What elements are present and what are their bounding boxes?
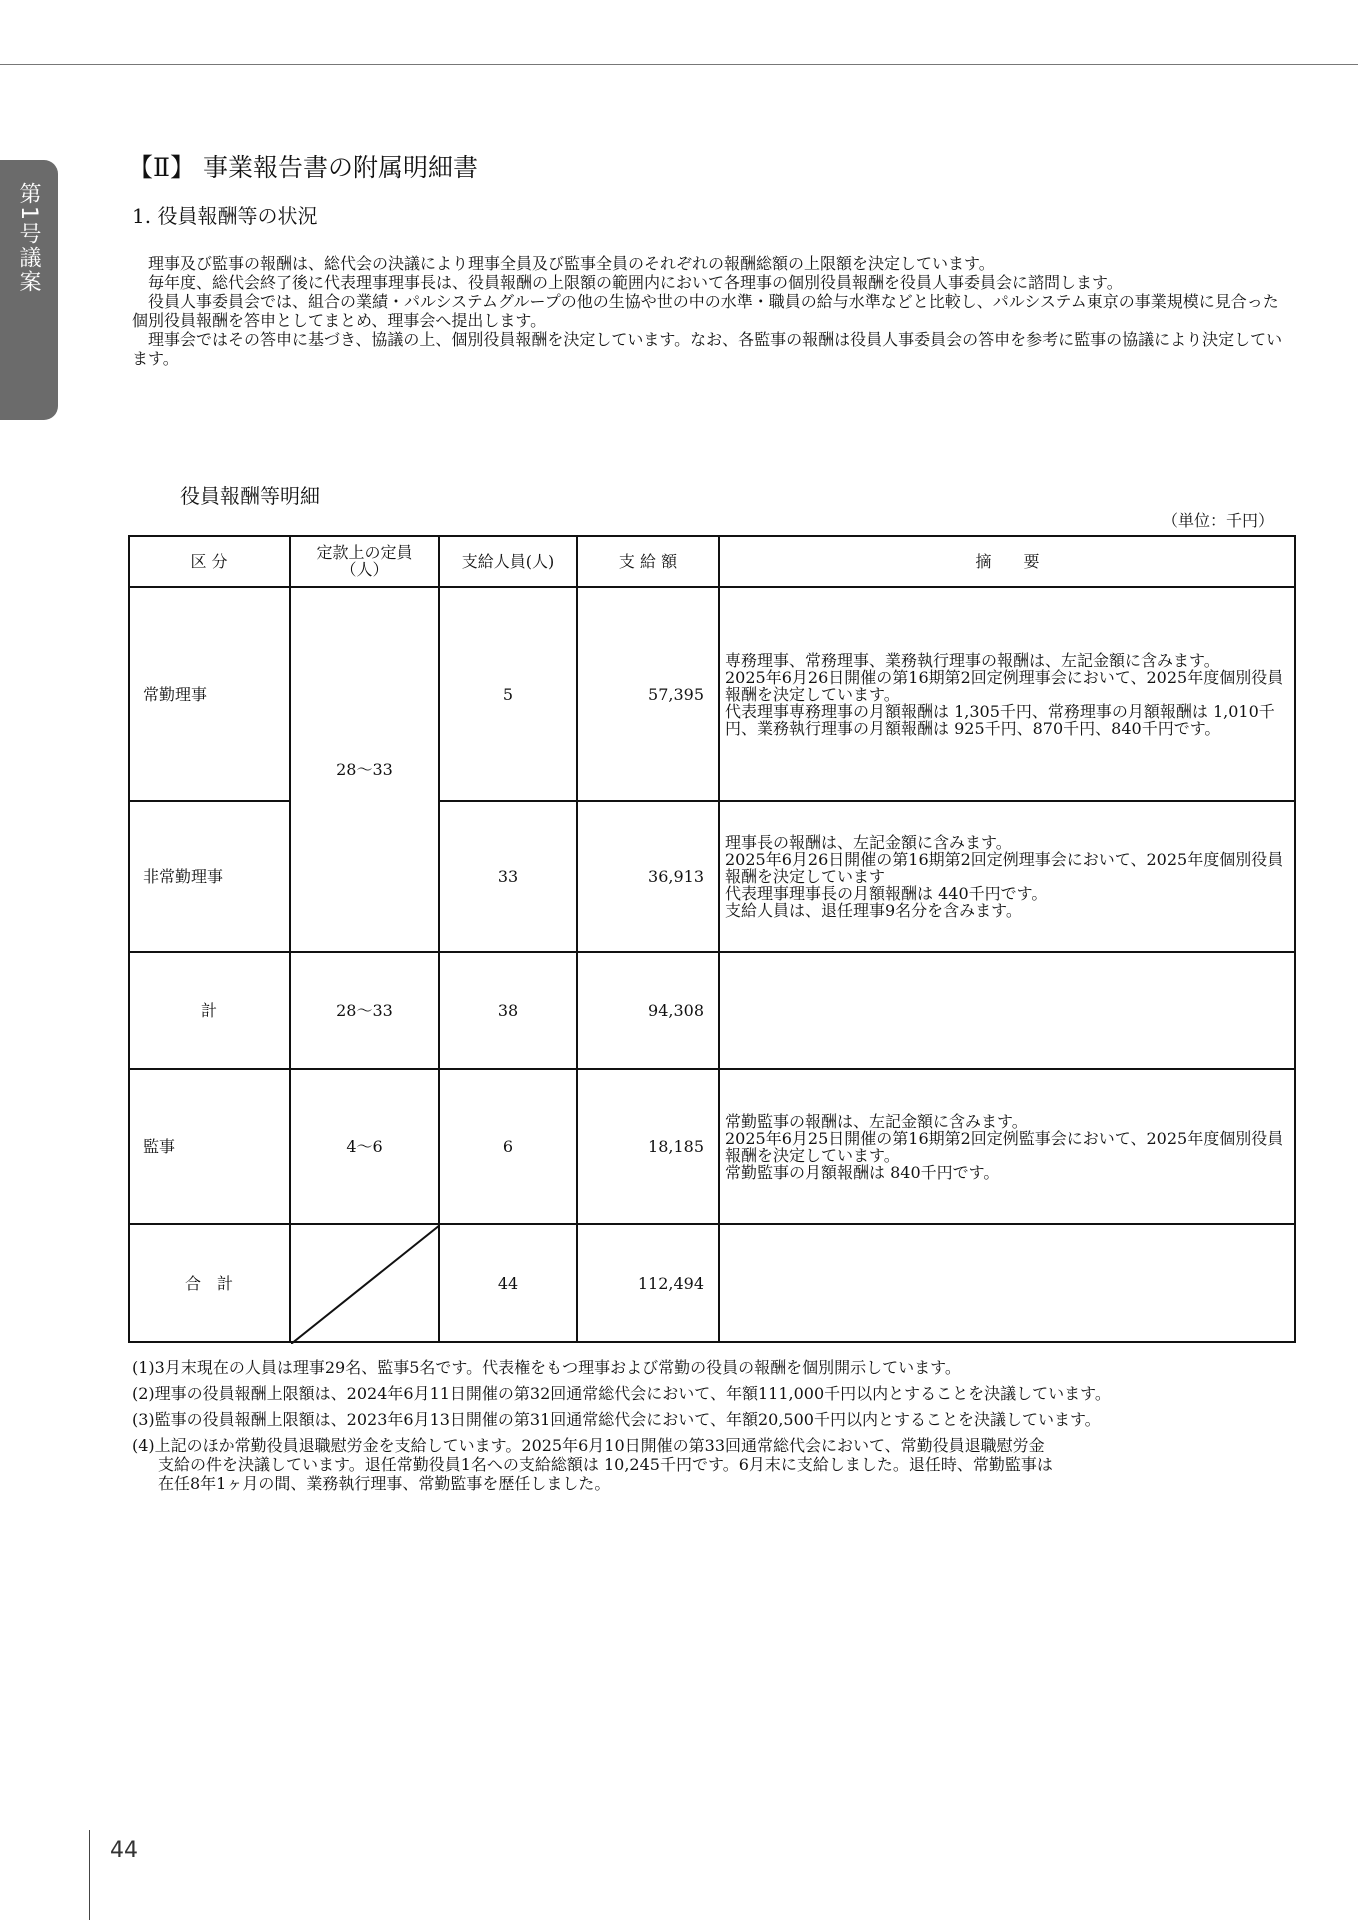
header-category: 区 分 [128, 535, 290, 587]
row-parttime-directors-label: 非常勤理事 [128, 801, 290, 952]
summary-line: 専務理事、常務理事、業務執行理事の報酬は、左記金額に含みます。 [725, 650, 1220, 670]
row-fulltime-directors-paid-count: 5 [439, 587, 577, 801]
row-fulltime-directors-summary [719, 587, 1296, 801]
row-total-amount: 112,494 [577, 1224, 719, 1343]
sub-title: 1. 役員報酬等の状況 [132, 204, 318, 228]
row-total-quota-blank [290, 1224, 439, 1343]
row-subtotal-paid-count: 38 [439, 952, 577, 1069]
diagonal-slash [291, 1225, 440, 1344]
footnote: (3)監事の役員報酬上限額は、2023年6月13日開催の第31回通常総代会において、年額20,500千円以内とすることを決議しています。 [132, 1410, 1101, 1429]
section-title: 【Ⅱ】 事業報告書の附属明細書 [128, 153, 478, 182]
summary-line: 理事長の報酬は、左記金額に含みます。 [725, 833, 1012, 852]
header-paid-count: 支給人員(人) [439, 535, 577, 587]
row-parttime-directors-paid-count: 33 [439, 801, 577, 952]
page-number-rule [89, 1830, 90, 1920]
table-title: 役員報酬等明細 [180, 484, 320, 508]
row-auditors-summary [719, 1069, 1296, 1224]
header-amount: 支 給 額 [577, 535, 719, 587]
row-parttime-directors-amount: 36,913 [577, 801, 719, 952]
top-rule [0, 64, 1358, 65]
row-auditors-amount: 18,185 [577, 1069, 719, 1224]
footnote-line: 支給の件を決議しています。退任常勤役員1名への支給総額は 10,245千円です。6月末に支給しました。退任時、常勤監事は [158, 1455, 1053, 1474]
intro-paragraph: 毎年度、総代会終了後に代表理事理事長は、役員報酬の上限額の範囲内において各理事の個別役員報酬を役員人事委員会に諮問します。 [148, 273, 1123, 292]
footnote-line: (4)上記のほか常勤役員退職慰労金を支給しています。2025年6月10日開催の第33回通常総代会において、常勤役員退職慰労金 [132, 1436, 1045, 1455]
row-total-label: 合 計 [128, 1224, 290, 1343]
row-auditors-label: 監事 [128, 1069, 290, 1224]
summary-line: 常勤監事の月額報酬は 840千円です。 [725, 1162, 1000, 1182]
row-subtotal-amount: 94,308 [577, 952, 719, 1069]
intro-text [132, 254, 1294, 368]
summary-line: 常勤監事の報酬は、左記金額に含みます。 [725, 1111, 1028, 1131]
row-auditors-paid-count: 6 [439, 1069, 577, 1224]
page-number: 44 [110, 1838, 138, 1863]
footnote: (1)3月末現在の人員は理事29名、監事5名です。代表権をもつ理事および常勤の役員の報酬を個別開示しています。 [132, 1358, 961, 1377]
summary-line: 2025年6月26日開催の第16期第2回定例理事会において、2025年度個別役員報酬を決定しています [725, 850, 1284, 886]
header-summary: 摘 要 [719, 535, 1296, 587]
row-fulltime-directors-amount: 57,395 [577, 587, 719, 801]
row-total-summary [719, 1224, 1296, 1343]
summary-line: 代表理事専務理事の月額報酬は 1,305千円、常務理事の月額報酬は 1,010千円、業務執行理事の月額報酬は 925千円、870千円、840千円です。 [725, 701, 1275, 738]
director-quota-cell: 28〜33 [290, 587, 439, 952]
row-subtotal-summary [719, 952, 1296, 1069]
row-total-paid-count: 44 [439, 1224, 577, 1343]
summary-line: 代表理事理事長の月額報酬は 440千円です。 [725, 884, 1048, 903]
row-subtotal-quota: 28〜33 [290, 952, 439, 1069]
intro-paragraph: 役員人事委員会では、組合の業績・パルシステムグループの他の生協や世の中の水準・職員の給与水準などと比較し、パルシステム東京の事業規模に見合った個別役員報酬を答申としてまとめ、理事会へ提出します。 [132, 292, 1279, 330]
footnote-4 [132, 1436, 1312, 1493]
summary-line: 2025年6月26日開催の第16期第2回定例理事会において、2025年度個別役員報酬を決定しています。 [725, 667, 1284, 704]
row-parttime-directors-summary [719, 801, 1296, 952]
intro-paragraph: 理事及び監事の報酬は、総代会の決議により理事全員及び監事全員のそれぞれの報酬総額の上限額を決定しています。 [148, 254, 995, 273]
summary-line: 2025年6月25日開催の第16期第2回定例監事会において、2025年度個別役員報酬を決定しています。 [725, 1128, 1284, 1165]
row-subtotal-label: 計 [128, 952, 290, 1069]
intro-paragraph: 理事会ではその答申に基づき、協議の上、個別役員報酬を決定しています。なお、各監事の報酬は役員人事委員会の答申を参考に監事の協議により決定しています。 [132, 330, 1283, 368]
footnotes [132, 1358, 1312, 1500]
footnote-line: 在任8年1ヶ月の間、業務執行理事、常勤監事を歴任しました。 [158, 1474, 611, 1493]
chapter-side-tab [0, 160, 58, 420]
header-quota: 定款上の定員（人） [290, 535, 439, 587]
row-fulltime-directors-label: 常勤理事 [128, 587, 290, 801]
summary-line: 支給人員は、退任理事9名分を含みます。 [725, 901, 1022, 920]
side-tab-label: 第1号議案 [16, 182, 41, 294]
unit-label: （単位：千円） [1161, 511, 1274, 530]
footnote: (2)理事の役員報酬上限額は、2024年6月11日開催の第32回通常総代会において、年額111,000千円以内とすることを決議しています。 [132, 1384, 1111, 1403]
row-auditors-quota: 4〜6 [290, 1069, 439, 1224]
